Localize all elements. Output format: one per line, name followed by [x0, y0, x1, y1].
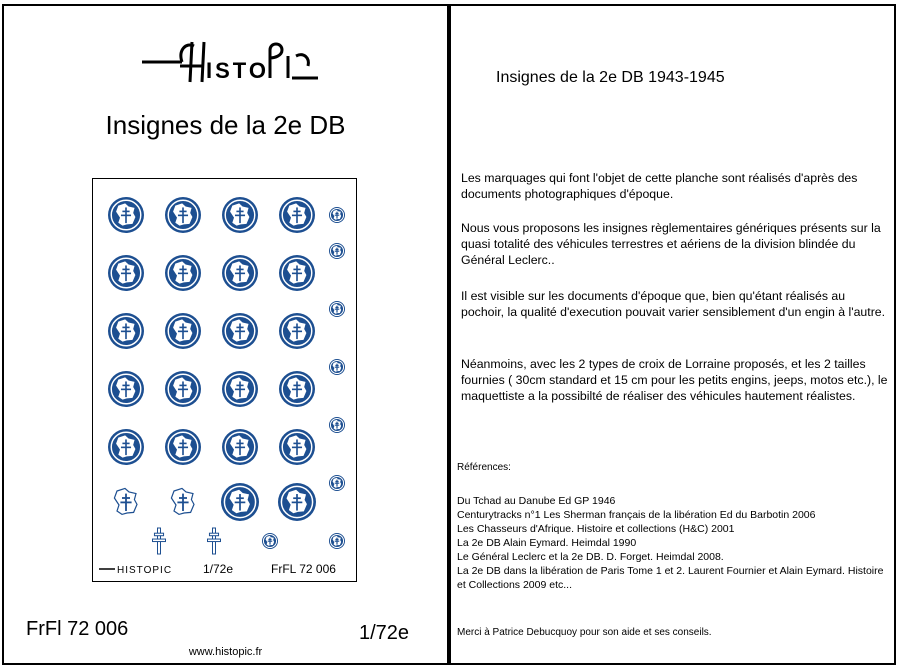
- roundel-large: [279, 371, 315, 407]
- svg-text:ISTO: ISTO: [206, 58, 269, 83]
- map-insignia: [114, 488, 137, 514]
- roundel-large: [108, 197, 144, 233]
- roundel-large: [222, 197, 258, 233]
- right-panel: [449, 4, 896, 665]
- decal-sheet-preview: [92, 178, 357, 582]
- scale-label: 1/72e: [359, 622, 410, 644]
- histopic-logo-small: [99, 565, 172, 576]
- reference-item: Centurytracks n°1 Les Sherman français de la libération Ed du Barbotin 2006: [457, 509, 816, 521]
- roundel-small: [329, 475, 345, 491]
- right-title: Insignes de la 2e DB 1943-1945: [496, 69, 725, 86]
- roundel-large: [278, 483, 316, 521]
- reference-item: Les Chasseurs d'Afrique. Histoire et collections (H&C) 2001: [457, 523, 735, 535]
- paragraph: Il est visible sur les documents d'époque que, bien qu'étant réalisés au pochoir, la qualité d'execution pouvait varier sensiblement d'un engin à l'autre.: [461, 289, 886, 319]
- roundel-large: [165, 313, 201, 349]
- roundel-small: [329, 359, 345, 375]
- roundel-small: [329, 243, 345, 259]
- roundel-large: [222, 429, 258, 465]
- roundel-large: [108, 371, 144, 407]
- roundel-large: [165, 429, 201, 465]
- roundel-small: [262, 533, 278, 549]
- roundel-large: [165, 255, 201, 291]
- roundel-large: [222, 313, 258, 349]
- reference-item: Du Tchad au Danube Ed GP 1946: [457, 495, 616, 507]
- roundel-small: [329, 207, 345, 223]
- roundel-large: [279, 255, 315, 291]
- left-title: Insignes de la 2e DB: [105, 110, 346, 140]
- roundel-large: [221, 483, 259, 521]
- reference-item: Le Général Leclerc et la 2e DB. D. Forget. Heimdal 2008.: [457, 551, 724, 563]
- roundel-large: [222, 255, 258, 291]
- product-code: FrFl 72 006: [26, 618, 129, 640]
- references-heading: Références:: [457, 462, 511, 473]
- roundel-large: [108, 429, 144, 465]
- paragraph: Les marquages qui font l'objet de cette planche sont réalisés d'après des documents photographiques d'époque.: [461, 171, 858, 201]
- map-insignia: [171, 488, 194, 514]
- roundel-small: [329, 417, 345, 433]
- roundel-large: [165, 371, 201, 407]
- roundel-large: [165, 197, 201, 233]
- website: www.histopic.fr: [188, 646, 263, 658]
- roundel-large: [279, 429, 315, 465]
- decal-sheet-graphic: [93, 179, 355, 579]
- reference-item: La 2e DB dans la libération de Paris Tome 1 et 2. Laurent Fournier et Alain Eymard. Histoire et Collections 2009 etc...: [457, 565, 884, 591]
- sheet-scale: 1/72e: [203, 562, 234, 576]
- thanks-note: Merci à Patrice Debucquoy pour son aide et ses conseils.: [457, 627, 712, 638]
- lorraine-cross: [153, 528, 166, 554]
- paragraph: Nous vous proposons les insignes règlementaires génériques présents sur la quasi totalité des véhicules terrestres et aériens de la division blindée du Général Leclerc..: [461, 221, 881, 267]
- histopic-logo: [142, 36, 322, 86]
- roundel-large: [108, 313, 144, 349]
- roundel-large: [279, 313, 315, 349]
- reference-item: La 2e DB Alain Eymard. Heimdal 1990: [457, 537, 637, 549]
- sheet-code: FrFL 72 006: [271, 562, 336, 576]
- roundel-small: [329, 533, 345, 549]
- roundel-large: [279, 197, 315, 233]
- references-list: [457, 494, 893, 592]
- roundel-large: [222, 371, 258, 407]
- roundel-small: [329, 301, 345, 317]
- roundel-large: [108, 255, 144, 291]
- paragraph: Néanmoins, avec les 2 types de croix de Lorraine proposés, et les 2 tailles fournies ( 30cm standard et 15 cm pour les petits engins, jeeps, motos etc.), le maquettiste a la possibilté de réaliser des véhicules hautement réalistes.: [461, 357, 888, 403]
- svg-text:HISTOPIC: HISTOPIC: [117, 565, 173, 576]
- left-panel: [2, 4, 449, 665]
- lorraine-cross: [208, 528, 221, 554]
